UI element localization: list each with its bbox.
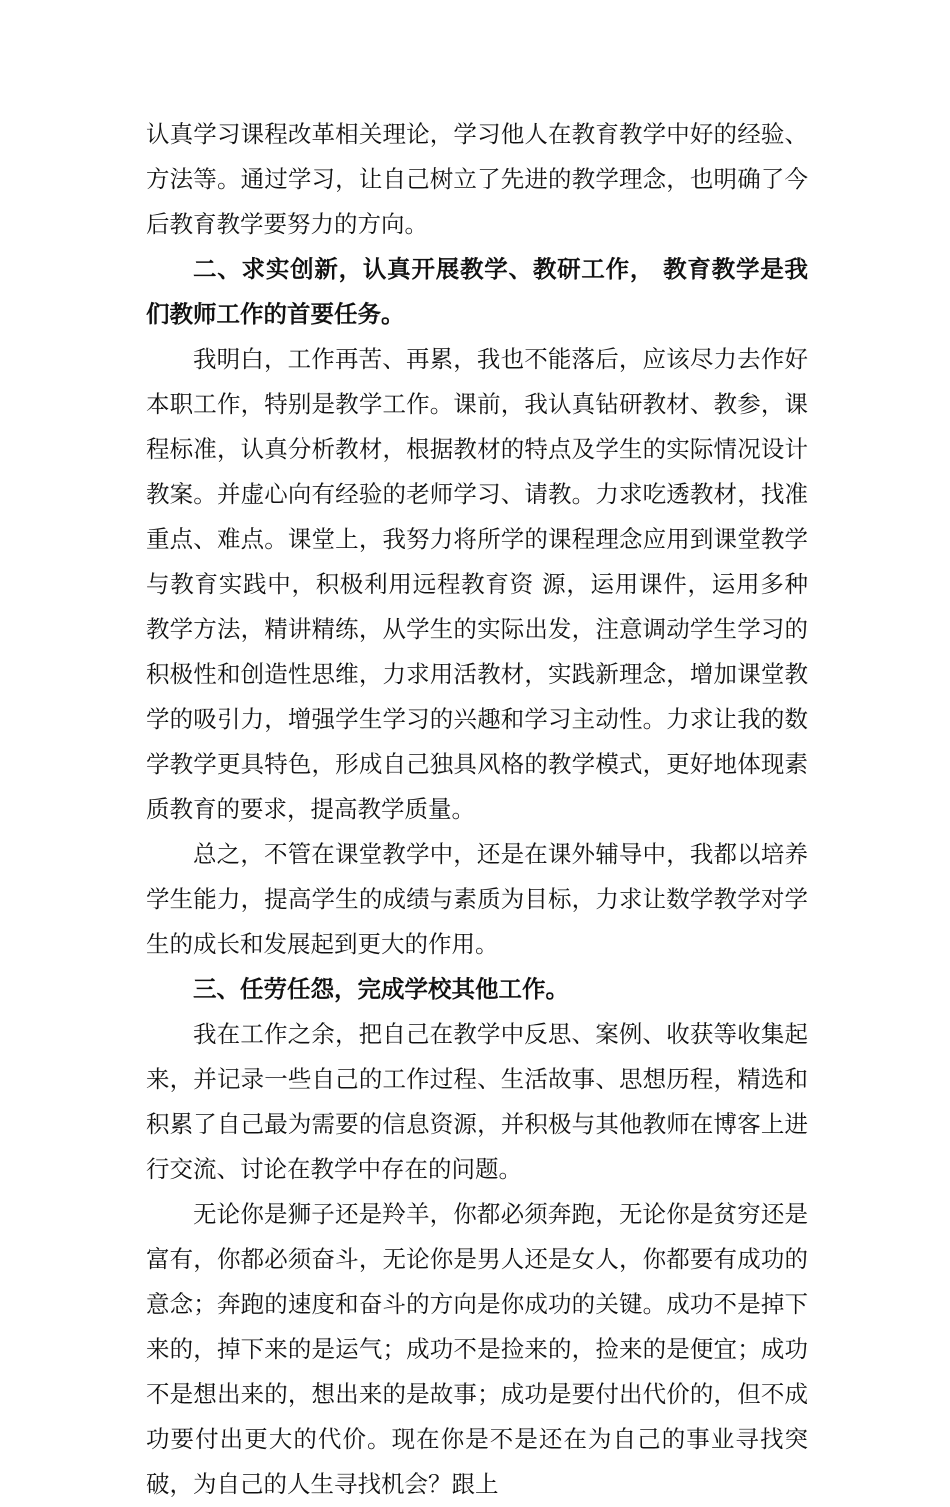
body-paragraph: 总之，不管在课堂教学中，还是在课外辅导中，我都以培养学生能力，提高学生的成绩与素质为目标，力求让数学教学对学生的成长和发展起到更大的作用。 [146, 840, 808, 958]
body-paragraph: 我明白，工作再苦、再累，我也不能落后，应该尽力去作好本职工作，特别是教学工作。课前，我认真钻研教材、教参，课程标准，认真分析教材，根据教材的特点及学生的实际情况设计教案。并虚心向有经验的老师学习、请教。力求吃透教材，找准重点、难点。课堂上，我努力将所学的课程理念应用到课堂教学与教育实践中，积极利用远程教育资 源，运用课件，运用多种教学方法，精讲精练，从学生的实际出发，注意调动学生学习的积极性和创造性思维，力求用活教材，实践新理念，增加课堂教学的吸引力，增强学生学习的兴趣和学习主动性。力求让我的数学教学更具特色，形成自己独具风格的教学模式，更好地体现素质教育的要求，提高教学质量。 [146, 345, 808, 823]
body-paragraph: 无论你是狮子还是羚羊，你都必须奔跑，无论你是贫穷还是富有，你都必须奋斗，无论你是男人还是女人，你都要有成功的意念；奔跑的速度和奋斗的方向是你成功的关键。成功不是掉下来的，掉下来的是运气；成功不是捡来的，捡来的是便宜；成功不是想出来的，想出来的是故事；成功是要付出代价的，但不成功要付出更大的代价。现在你是不是还在为自己的事业寻找突破，为自己的人生寻找机会？跟上 [146, 1200, 808, 1498]
section-heading: 二、求实创新，认真开展教学、教研工作， 教育教学是我们教师工作的首要任务。 [146, 255, 808, 328]
section-heading: 三、任劳任怨，完成学校其他工作。 [193, 975, 569, 1003]
body-paragraph: 认真学习课程改革相关理论，学习他人在教育教学中好的经验、方法等。通过学习，让自己树立了先进的教学理念，也明确了今后教育教学要努力的方向。 [146, 120, 808, 238]
document-page [146, 112, 808, 1507]
body-paragraph: 我在工作之余，把自己在教学中反思、案例、收获等收集起来，并记录一些自己的工作过程、生活故事、思想历程，精选和积累了自己最为需要的信息资源，并积极与其他教师在博客上进行交流、讨论在教学中存在的问题。 [146, 1020, 808, 1183]
